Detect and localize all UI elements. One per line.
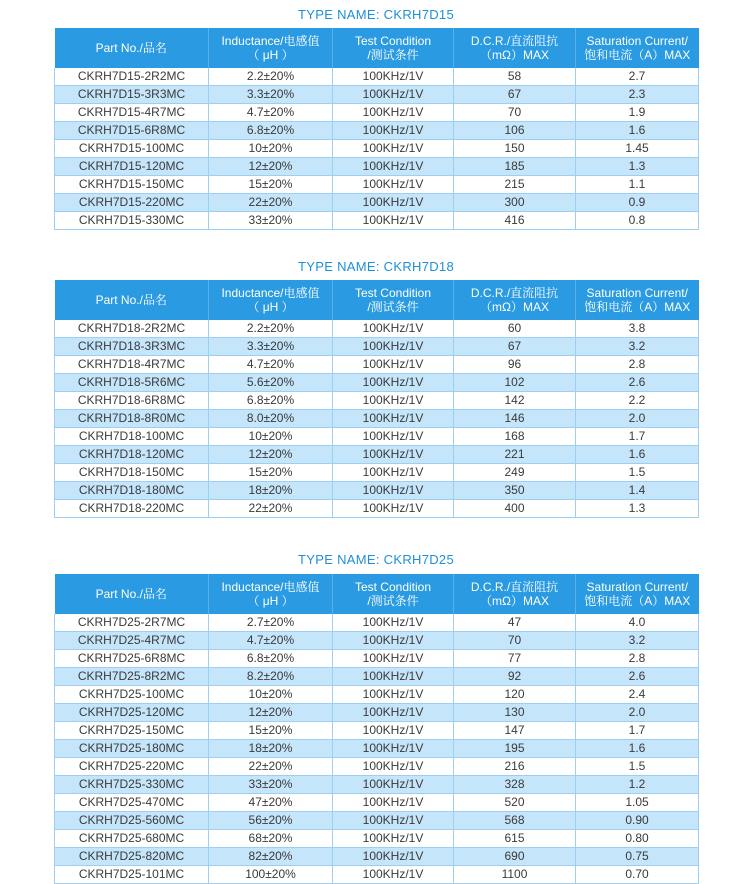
cell-part-no: CKRH7D15-330MC <box>55 212 209 230</box>
cell-part-no: CKRH7D15-3R3MC <box>55 86 209 104</box>
cell-part-no: CKRH7D15-220MC <box>55 194 209 212</box>
cell-inductance: 8.2±20% <box>209 668 333 686</box>
cell-saturation-current: 1.4 <box>576 482 699 500</box>
cell-dcr: 249 <box>454 464 576 482</box>
cell-test-condition: 100KHz/1V <box>333 722 454 740</box>
cell-inductance: 2.7±20% <box>209 614 333 632</box>
cell-inductance: 22±20% <box>209 500 333 518</box>
table-row <box>55 122 699 140</box>
cell-saturation-current: 2.3 <box>576 86 699 104</box>
cell-inductance: 4.7±20% <box>209 632 333 650</box>
table-row <box>55 374 699 392</box>
table-row <box>55 866 699 884</box>
header-part-no: Part No./品名 <box>55 574 209 614</box>
cell-saturation-current: 2.0 <box>576 704 699 722</box>
cell-part-no: CKRH7D18-100MC <box>55 428 209 446</box>
cell-test-condition: 100KHz/1V <box>333 632 454 650</box>
table-row <box>55 482 699 500</box>
cell-dcr: 147 <box>454 722 576 740</box>
cell-dcr: 185 <box>454 158 576 176</box>
cell-dcr: 142 <box>454 392 576 410</box>
header-inductance: Inductance/电感值 （ μH ） <box>209 574 333 614</box>
cell-dcr: 70 <box>454 632 576 650</box>
table-row <box>55 848 699 866</box>
table-row <box>55 464 699 482</box>
header-row <box>55 280 699 320</box>
header-dcr: D.C.R./直流阻抗 （mΩ）MAX <box>454 28 576 68</box>
table-row <box>55 722 699 740</box>
cell-part-no: CKRH7D18-180MC <box>55 482 209 500</box>
cell-test-condition: 100KHz/1V <box>333 500 454 518</box>
cell-inductance: 5.6±20% <box>209 374 333 392</box>
cell-saturation-current: 1.7 <box>576 428 699 446</box>
cell-test-condition: 100KHz/1V <box>333 140 454 158</box>
table-row <box>55 392 699 410</box>
table-row <box>55 632 699 650</box>
table-row <box>55 758 699 776</box>
cell-part-no: CKRH7D25-8R2MC <box>55 668 209 686</box>
cell-inductance: 12±20% <box>209 158 333 176</box>
cell-dcr: 67 <box>454 86 576 104</box>
cell-inductance: 10±20% <box>209 140 333 158</box>
cell-inductance: 6.8±20% <box>209 392 333 410</box>
cell-part-no: CKRH7D25-180MC <box>55 740 209 758</box>
cell-saturation-current: 3.8 <box>576 320 699 338</box>
cell-part-no: CKRH7D18-8R0MC <box>55 410 209 428</box>
cell-saturation-current: 3.2 <box>576 338 699 356</box>
cell-part-no: CKRH7D15-150MC <box>55 176 209 194</box>
cell-part-no: CKRH7D15-4R7MC <box>55 104 209 122</box>
cell-saturation-current: 4.0 <box>576 614 699 632</box>
table-row <box>55 446 699 464</box>
cell-part-no: CKRH7D25-330MC <box>55 776 209 794</box>
cell-test-condition: 100KHz/1V <box>333 794 454 812</box>
cell-test-condition: 100KHz/1V <box>333 374 454 392</box>
cell-part-no: CKRH7D18-4R7MC <box>55 356 209 374</box>
cell-test-condition: 100KHz/1V <box>333 740 454 758</box>
cell-saturation-current: 2.8 <box>576 650 699 668</box>
cell-saturation-current: 1.45 <box>576 140 699 158</box>
cell-test-condition: 100KHz/1V <box>333 392 454 410</box>
header-part-no: Part No./品名 <box>55 28 209 68</box>
cell-dcr: 520 <box>454 794 576 812</box>
cell-inductance: 4.7±20% <box>209 104 333 122</box>
cell-dcr: 195 <box>454 740 576 758</box>
cell-dcr: 400 <box>454 500 576 518</box>
cell-part-no: CKRH7D25-101MC <box>55 866 209 884</box>
section-title: TYPE NAME: CKRH7D15 <box>298 7 454 22</box>
section-title: TYPE NAME: CKRH7D18 <box>298 259 454 274</box>
cell-inductance: 6.8±20% <box>209 122 333 140</box>
header-dcr: D.C.R./直流阻抗 （mΩ）MAX <box>454 280 576 320</box>
cell-dcr: 70 <box>454 104 576 122</box>
cell-test-condition: 100KHz/1V <box>333 194 454 212</box>
cell-dcr: 120 <box>454 686 576 704</box>
cell-dcr: 96 <box>454 356 576 374</box>
cell-inductance: 22±20% <box>209 758 333 776</box>
cell-inductance: 15±20% <box>209 176 333 194</box>
table-row <box>55 794 699 812</box>
cell-dcr: 130 <box>454 704 576 722</box>
cell-dcr: 60 <box>454 320 576 338</box>
header-part-no: Part No./品名 <box>55 280 209 320</box>
table-row <box>55 740 699 758</box>
header-saturation-current: Saturation Current/ 饱和电流（A）MAX <box>576 574 699 614</box>
cell-saturation-current: 0.90 <box>576 812 699 830</box>
cell-saturation-current: 1.6 <box>576 122 699 140</box>
cell-part-no: CKRH7D15-2R2MC <box>55 68 209 86</box>
cell-saturation-current: 1.7 <box>576 722 699 740</box>
cell-part-no: CKRH7D25-470MC <box>55 794 209 812</box>
cell-inductance: 12±20% <box>209 704 333 722</box>
cell-dcr: 216 <box>454 758 576 776</box>
cell-test-condition: 100KHz/1V <box>333 320 454 338</box>
cell-inductance: 100±20% <box>209 866 333 884</box>
cell-part-no: CKRH7D18-2R2MC <box>55 320 209 338</box>
table-row <box>55 500 699 518</box>
cell-dcr: 102 <box>454 374 576 392</box>
spec-table <box>54 574 699 884</box>
table-row <box>55 356 699 374</box>
header-test-condition: Test Condition /测试条件 <box>333 574 454 614</box>
header-dcr: D.C.R./直流阻抗 （mΩ）MAX <box>454 574 576 614</box>
cell-test-condition: 100KHz/1V <box>333 212 454 230</box>
cell-inductance: 2.2±20% <box>209 320 333 338</box>
cell-saturation-current: 0.80 <box>576 830 699 848</box>
cell-inductance: 82±20% <box>209 848 333 866</box>
cell-test-condition: 100KHz/1V <box>333 614 454 632</box>
cell-inductance: 8.0±20% <box>209 410 333 428</box>
table-row <box>55 104 699 122</box>
cell-dcr: 47 <box>454 614 576 632</box>
cell-inductance: 12±20% <box>209 446 333 464</box>
table-row <box>55 830 699 848</box>
table-row <box>55 68 699 86</box>
header-saturation-current: Saturation Current/ 饱和电流（A）MAX <box>576 280 699 320</box>
cell-inductance: 33±20% <box>209 776 333 794</box>
cell-test-condition: 100KHz/1V <box>333 758 454 776</box>
cell-test-condition: 100KHz/1V <box>333 650 454 668</box>
cell-saturation-current: 3.2 <box>576 632 699 650</box>
cell-part-no: CKRH7D25-680MC <box>55 830 209 848</box>
cell-dcr: 215 <box>454 176 576 194</box>
cell-test-condition: 100KHz/1V <box>333 356 454 374</box>
header-saturation-current: Saturation Current/ 饱和电流（A）MAX <box>576 28 699 68</box>
cell-saturation-current: 1.5 <box>576 758 699 776</box>
cell-inductance: 68±20% <box>209 830 333 848</box>
cell-inductance: 10±20% <box>209 428 333 446</box>
cell-test-condition: 100KHz/1V <box>333 668 454 686</box>
cell-part-no: CKRH7D25-560MC <box>55 812 209 830</box>
table-row <box>55 338 699 356</box>
table-row <box>55 650 699 668</box>
table-row <box>55 812 699 830</box>
header-row <box>55 574 699 614</box>
cell-saturation-current: 2.0 <box>576 410 699 428</box>
header-row <box>55 28 699 68</box>
cell-saturation-current: 1.3 <box>576 158 699 176</box>
cell-inductance: 22±20% <box>209 194 333 212</box>
spec-table <box>54 28 699 230</box>
cell-saturation-current: 1.5 <box>576 464 699 482</box>
cell-part-no: CKRH7D25-4R7MC <box>55 632 209 650</box>
spec-table <box>54 280 699 518</box>
table-row <box>55 86 699 104</box>
cell-test-condition: 100KHz/1V <box>333 830 454 848</box>
cell-test-condition: 100KHz/1V <box>333 812 454 830</box>
cell-part-no: CKRH7D18-120MC <box>55 446 209 464</box>
cell-dcr: 168 <box>454 428 576 446</box>
cell-part-no: CKRH7D18-5R6MC <box>55 374 209 392</box>
table-row <box>55 410 699 428</box>
cell-dcr: 67 <box>454 338 576 356</box>
cell-dcr: 106 <box>454 122 576 140</box>
cell-inductance: 3.3±20% <box>209 338 333 356</box>
cell-dcr: 690 <box>454 848 576 866</box>
cell-saturation-current: 1.05 <box>576 794 699 812</box>
cell-test-condition: 100KHz/1V <box>333 86 454 104</box>
cell-part-no: CKRH7D25-120MC <box>55 704 209 722</box>
cell-inductance: 6.8±20% <box>209 650 333 668</box>
header-inductance: Inductance/电感值 （ μH ） <box>209 28 333 68</box>
table-row <box>55 614 699 632</box>
cell-part-no: CKRH7D25-220MC <box>55 758 209 776</box>
cell-inductance: 47±20% <box>209 794 333 812</box>
cell-test-condition: 100KHz/1V <box>333 158 454 176</box>
cell-inductance: 18±20% <box>209 740 333 758</box>
table-row <box>55 686 699 704</box>
cell-inductance: 3.3±20% <box>209 86 333 104</box>
cell-inductance: 10±20% <box>209 686 333 704</box>
cell-dcr: 416 <box>454 212 576 230</box>
cell-dcr: 328 <box>454 776 576 794</box>
cell-saturation-current: 1.6 <box>576 446 699 464</box>
cell-saturation-current: 0.70 <box>576 866 699 884</box>
cell-test-condition: 100KHz/1V <box>333 68 454 86</box>
cell-part-no: CKRH7D15-6R8MC <box>55 122 209 140</box>
table-row <box>55 158 699 176</box>
cell-inductance: 56±20% <box>209 812 333 830</box>
cell-saturation-current: 0.75 <box>576 848 699 866</box>
cell-part-no: CKRH7D18-220MC <box>55 500 209 518</box>
cell-test-condition: 100KHz/1V <box>333 704 454 722</box>
cell-dcr: 1100 <box>454 866 576 884</box>
header-test-condition: Test Condition /测试条件 <box>333 280 454 320</box>
cell-part-no: CKRH7D15-120MC <box>55 158 209 176</box>
cell-saturation-current: 1.9 <box>576 104 699 122</box>
cell-saturation-current: 1.3 <box>576 500 699 518</box>
cell-inductance: 4.7±20% <box>209 356 333 374</box>
table-row <box>55 704 699 722</box>
cell-part-no: CKRH7D15-100MC <box>55 140 209 158</box>
table-row <box>55 668 699 686</box>
table-row <box>55 320 699 338</box>
cell-saturation-current: 2.2 <box>576 392 699 410</box>
cell-saturation-current: 0.9 <box>576 194 699 212</box>
cell-dcr: 300 <box>454 194 576 212</box>
cell-inductance: 15±20% <box>209 464 333 482</box>
cell-inductance: 15±20% <box>209 722 333 740</box>
cell-dcr: 615 <box>454 830 576 848</box>
table-row <box>55 140 699 158</box>
cell-part-no: CKRH7D25-820MC <box>55 848 209 866</box>
cell-saturation-current: 1.6 <box>576 740 699 758</box>
table-row <box>55 176 699 194</box>
cell-part-no: CKRH7D25-100MC <box>55 686 209 704</box>
cell-test-condition: 100KHz/1V <box>333 338 454 356</box>
cell-test-condition: 100KHz/1V <box>333 464 454 482</box>
cell-test-condition: 100KHz/1V <box>333 176 454 194</box>
cell-dcr: 58 <box>454 68 576 86</box>
cell-test-condition: 100KHz/1V <box>333 776 454 794</box>
cell-part-no: CKRH7D18-150MC <box>55 464 209 482</box>
cell-part-no: CKRH7D25-6R8MC <box>55 650 209 668</box>
cell-saturation-current: 1.1 <box>576 176 699 194</box>
cell-saturation-current: 2.7 <box>576 68 699 86</box>
cell-saturation-current: 2.4 <box>576 686 699 704</box>
cell-inductance: 33±20% <box>209 212 333 230</box>
cell-part-no: CKRH7D25-2R7MC <box>55 614 209 632</box>
header-test-condition: Test Condition /测试条件 <box>333 28 454 68</box>
table-row <box>55 428 699 446</box>
cell-dcr: 146 <box>454 410 576 428</box>
cell-dcr: 221 <box>454 446 576 464</box>
cell-part-no: CKRH7D18-6R8MC <box>55 392 209 410</box>
cell-dcr: 568 <box>454 812 576 830</box>
cell-saturation-current: 1.2 <box>576 776 699 794</box>
cell-test-condition: 100KHz/1V <box>333 686 454 704</box>
cell-test-condition: 100KHz/1V <box>333 446 454 464</box>
cell-test-condition: 100KHz/1V <box>333 122 454 140</box>
cell-part-no: CKRH7D25-150MC <box>55 722 209 740</box>
table-row <box>55 194 699 212</box>
cell-test-condition: 100KHz/1V <box>333 104 454 122</box>
cell-dcr: 92 <box>454 668 576 686</box>
cell-test-condition: 100KHz/1V <box>333 410 454 428</box>
header-inductance: Inductance/电感值 （ μH ） <box>209 280 333 320</box>
cell-saturation-current: 2.8 <box>576 356 699 374</box>
table-row <box>55 776 699 794</box>
cell-part-no: CKRH7D18-3R3MC <box>55 338 209 356</box>
cell-test-condition: 100KHz/1V <box>333 482 454 500</box>
cell-saturation-current: 2.6 <box>576 668 699 686</box>
cell-inductance: 2.2±20% <box>209 68 333 86</box>
cell-dcr: 150 <box>454 140 576 158</box>
cell-saturation-current: 2.6 <box>576 374 699 392</box>
cell-test-condition: 100KHz/1V <box>333 428 454 446</box>
section-title: TYPE NAME: CKRH7D25 <box>298 552 454 567</box>
cell-dcr: 350 <box>454 482 576 500</box>
cell-test-condition: 100KHz/1V <box>333 848 454 866</box>
cell-saturation-current: 0.8 <box>576 212 699 230</box>
cell-test-condition: 100KHz/1V <box>333 866 454 884</box>
cell-dcr: 77 <box>454 650 576 668</box>
table-row <box>55 212 699 230</box>
cell-inductance: 18±20% <box>209 482 333 500</box>
